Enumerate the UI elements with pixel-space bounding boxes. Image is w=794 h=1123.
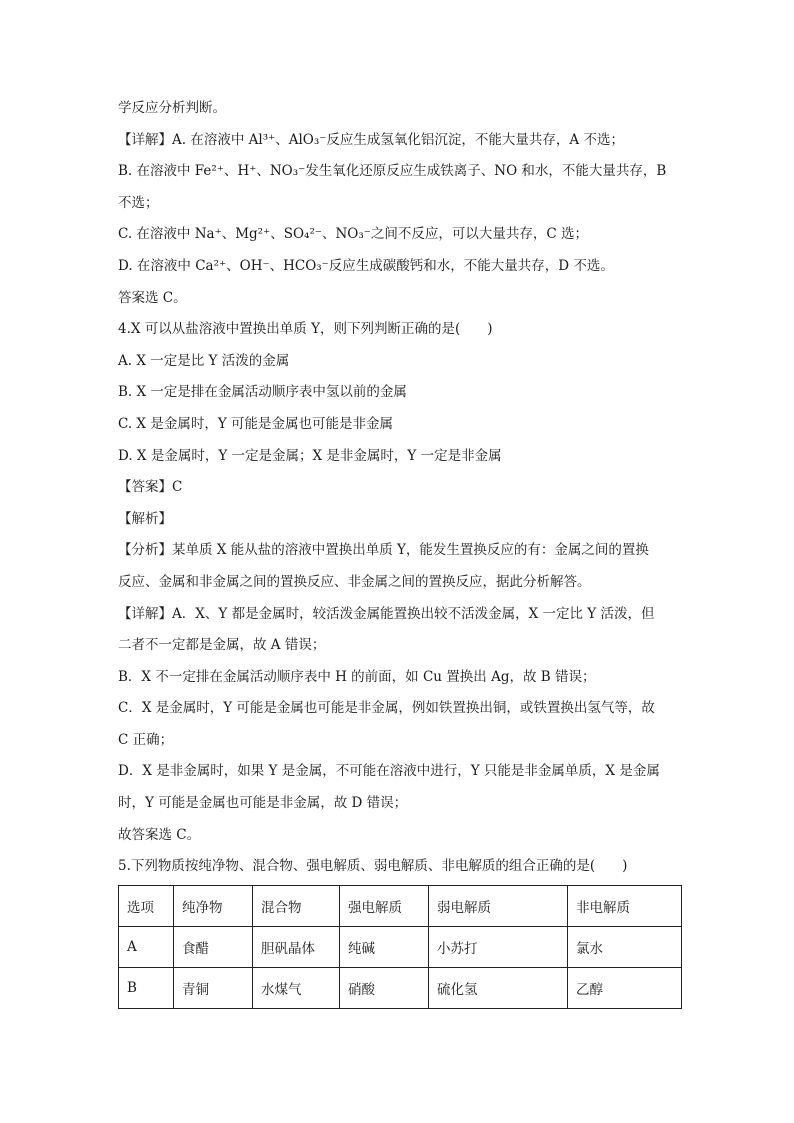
table-row xyxy=(119,927,682,968)
text-line: 学反应分析判断。 xyxy=(118,100,226,116)
text-line: 反应、金属和非金属之间的置换反应、非金属之间的置换反应，据此分析解答。 xyxy=(118,573,591,590)
table-cell: 青铜 xyxy=(174,968,253,1009)
text-line: 不选； xyxy=(118,194,159,211)
text-line: 【详解】A．X、Y 都是金属时，较活泼金属能置换出较不活泼金属，X 一定比 Y 活泼，但 xyxy=(118,605,655,622)
text-line: 答案选 C。 xyxy=(118,289,187,306)
document-content xyxy=(118,98,683,1009)
text-line: 二者不一定都是金属，故 A 错误； xyxy=(118,637,326,654)
option-b: B. X 一定是排在金属活动顺序表中氢以前的金属 xyxy=(118,384,407,401)
text-line: C．X 是金属时，Y 可能是金属也可能是非金属，例如铁置换出铜，或铁置换出氢气等，故 xyxy=(118,700,655,717)
table-cell: A xyxy=(119,927,174,968)
text-line: C 正确； xyxy=(118,731,174,748)
table-cell: 氯水 xyxy=(568,927,682,968)
option-c: C. X 是金属时，Y 可能是金属也可能是非金属 xyxy=(118,415,394,432)
option-a: A. X 一定是比 Y 活泼的金属 xyxy=(118,352,290,369)
table-cell: 乙醇 xyxy=(568,968,682,1009)
table-header-cell: 纯净物 xyxy=(174,886,253,927)
table-cell: 食醋 xyxy=(174,927,253,968)
analysis-label: 【解析】 xyxy=(118,510,172,527)
text-line: 【分析】某单质 X 能从盐的溶液中置换出单质 Y，能发生置换反应的有：金属之间的置换 xyxy=(118,542,649,559)
table-cell: B xyxy=(119,968,174,1009)
text-line: D. 在溶液中 Ca²⁺、OH⁻、HCO₃⁻反应生成碳酸钙和水，不能大量共存，D 不选。 xyxy=(118,257,614,274)
text-line: 时，Y 可能是金属也可能是非金属，故 D 错误； xyxy=(118,795,408,812)
option-d: D. X 是金属时，Y 一定是金属；X 是非金属时，Y 一定是非金属 xyxy=(118,447,502,464)
question-4-stem: 4.X 可以从盐溶液中置换出单质 Y，则下列判断正确的是( ) xyxy=(118,321,493,338)
table-header-cell: 非电解质 xyxy=(568,886,682,927)
text-line: C. 在溶液中 Na⁺、Mg²⁺、SO₄²⁻、NO₃⁻之间不反应，可以大量共存，C 选； xyxy=(118,226,589,243)
table-header-cell: 混合物 xyxy=(253,886,340,927)
text-line: D．X 是非金属时，如果 Y 是金属，不可能在溶液中进行，Y 只能是非金属单质，X 是金属 xyxy=(118,763,660,780)
answer-label: 【答案】C xyxy=(118,479,183,496)
table-header-row xyxy=(119,886,682,927)
table-cell: 硝酸 xyxy=(340,968,429,1009)
text-line: 故答案选 C。 xyxy=(118,826,201,843)
text-line: B. 在溶液中 Fe²⁺、H⁺、NO₃⁻发生氧化还原反应生成铁离子、NO 和水，不能大量共存，B xyxy=(118,163,667,180)
table-cell: 纯碱 xyxy=(340,927,429,968)
table-cell: 小苏打 xyxy=(429,927,568,968)
substance-table xyxy=(118,885,682,1009)
table-cell: 胆矾晶体 xyxy=(253,927,340,968)
text-line: B．X 不一定排在金属活动顺序表中 H 的前面，如 Cu 置换出 Ag，故 B 错误； xyxy=(118,668,596,685)
table-header-cell: 选项 xyxy=(119,886,174,927)
text-line: 【详解】A. 在溶液中 Al³⁺、AlO₃⁻反应生成氢氧化铝沉淀，不能大量共存，A 不选； xyxy=(118,131,624,148)
table-header-cell: 强电解质 xyxy=(340,886,429,927)
question-5-stem: 5.下列物质按纯净物、混合物、强电解质、弱电解质、非电解质的组合正确的是( ) xyxy=(118,858,628,875)
table-row xyxy=(119,968,682,1009)
table-cell: 硫化氢 xyxy=(429,968,568,1009)
table-header-cell: 弱电解质 xyxy=(429,886,568,927)
table-cell: 水煤气 xyxy=(253,968,340,1009)
